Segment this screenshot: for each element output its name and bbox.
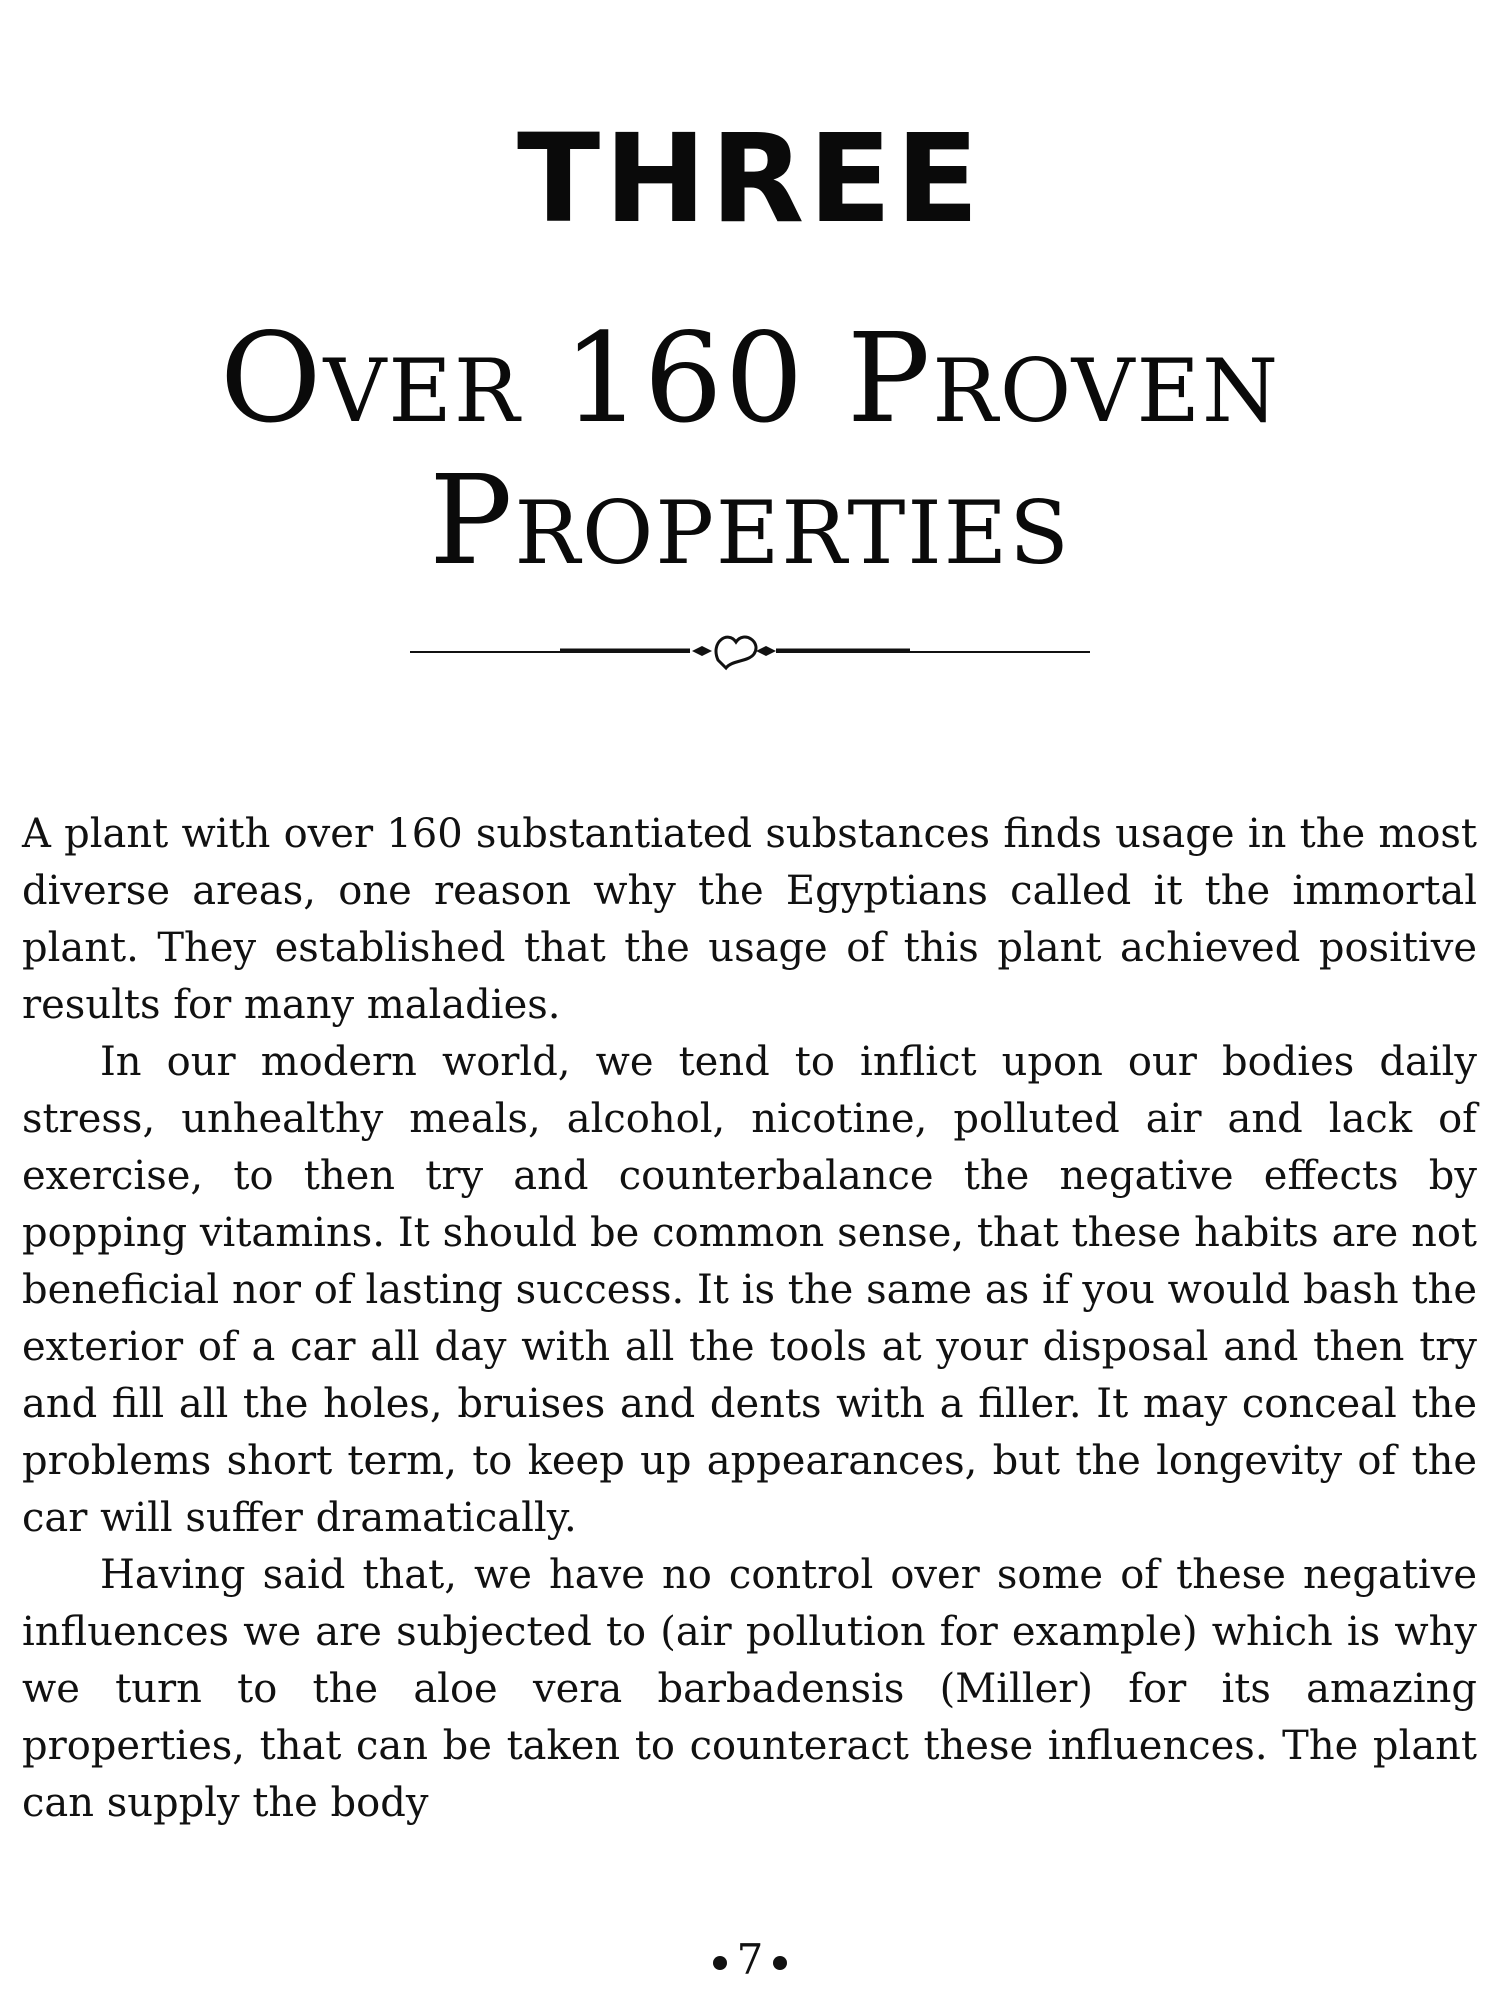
- paragraph-1: A plant with over 160 substantiated substances finds usage in the most diverse areas, one reason why the Egyptians called it the immortal plant. They established that the usage of this plant achieved positive results for many maladies.: [22, 811, 1477, 1028]
- paragraph-2: In our modern world, we tend to inflict upon our bodies daily stress, unhealthy meals, alcohol, nicotine, polluted air and lack of exercise, to then try and counterbalance the negative effects by popping vitamins. It should be common sense, that these habits are not beneficial nor of lasting success. It is the same as if you would bash the exterior of a car all day with all the tools at your disposal and then try and fill all the holes, bruises and dents with a filler. It may conceal the problems short term, to keep up appearances, but the longevity of the car will suffer dramatically.: [22, 1039, 1477, 1541]
- page-number-text: 7: [736, 1935, 764, 1984]
- bullet-left-icon: [713, 1956, 727, 1970]
- heart-flourish-icon: [410, 620, 1090, 680]
- paragraph-3: Having said that, we have no control over some of these negative influences we are subjected to (air pollution for example) which is why we turn to the aloe vera barbadensis (Miller) for its amazing properties, that can be taken to counteract these influences. The plant can supply the body: [22, 1552, 1477, 1826]
- bullet-right-icon: [773, 1956, 787, 1970]
- chapter-title-line-1: Over 160 Proven: [219, 307, 1281, 451]
- chapter-title-line-2: Properties: [429, 449, 1071, 593]
- chapter-title: [0, 308, 1500, 592]
- chapter-number: THREE: [517, 108, 983, 250]
- body-text: [22, 806, 1477, 1832]
- page-number: [0, 1935, 1500, 1985]
